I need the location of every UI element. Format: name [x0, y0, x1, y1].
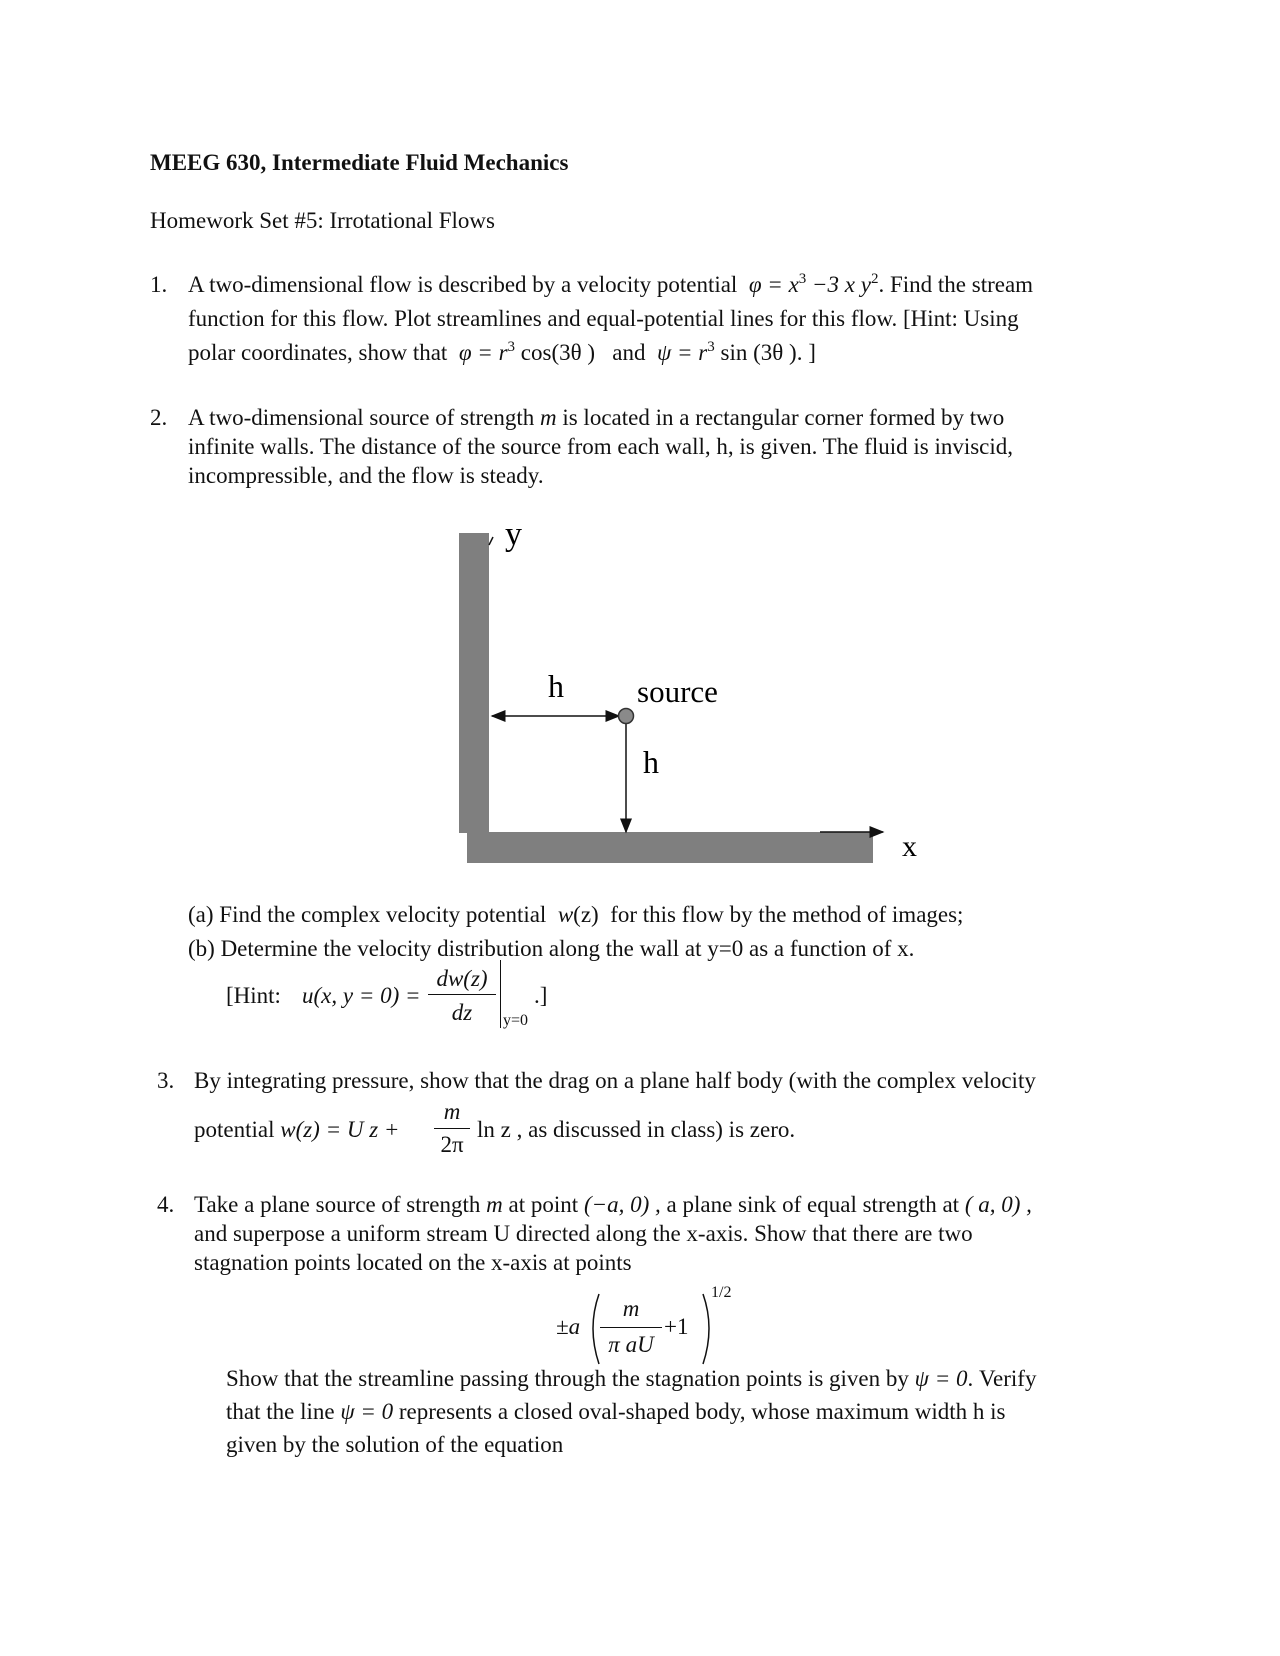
exp-3: 3: [798, 271, 807, 287]
p3-frac-bar: [434, 1128, 470, 1129]
problem-4-conclusion: [226, 1362, 1036, 1461]
eq-numerator: m: [622, 1296, 640, 1321]
exp-2: 2: [870, 271, 879, 287]
eq-fraction-bar: [600, 1327, 662, 1328]
hint-open: [Hint:: [226, 983, 281, 1008]
part-a-text1: (a) Find the complex velocity potential: [188, 902, 547, 927]
problem-3-line2: [194, 1115, 399, 1145]
course-title: MEEG 630, Intermediate Fluid Mechanics: [150, 150, 569, 175]
strength-m: m: [539, 405, 557, 430]
phi-equation-rhs: −3 x y: [806, 272, 871, 297]
problem-1-line3a: polar coordinates, show that: [188, 340, 448, 365]
eq-plus-one: +1: [664, 1314, 689, 1339]
problem-1-line2: function for this flow. Plot streamlines and equal-potential lines for this flow. [Hint: Using: [188, 306, 1019, 331]
problem-1-number: 1.: [150, 272, 168, 297]
problem-4-line4a: Show that the streamline passing through the stagnation points is given by: [226, 1366, 909, 1391]
eq-denominator: π aU: [608, 1332, 654, 1357]
horizontal-wall: [467, 832, 873, 863]
problem-2-parts: [188, 900, 963, 968]
p3-frac-num: m: [443, 1099, 461, 1124]
exp-3c: 3: [707, 339, 715, 355]
problem-4-line2: and superpose a uniform stream U directed along the x-axis. Show that there are two: [194, 1221, 973, 1246]
problem-2-line3: incompressible, and the flow is steady.: [188, 463, 544, 488]
problem-4-line6: given by the solution of the equation: [226, 1432, 564, 1457]
sin-term: sin (3θ ). ]: [714, 340, 816, 365]
y-axis-arrow: [489, 537, 493, 545]
h-vertical-label: h: [643, 744, 659, 780]
hint-denominator: dz: [451, 1000, 473, 1025]
potential-word: potential: [194, 1117, 275, 1142]
w-equals: w(z) = U z +: [280, 1117, 400, 1142]
problem-4-line1a: Take a plane source of strength: [194, 1192, 481, 1217]
hint-fraction-bar: [428, 994, 496, 995]
problem-4-line4b: . Verify: [967, 1366, 1037, 1391]
problem-3-tail: [477, 1115, 795, 1145]
problem-3-number: 3.: [157, 1068, 175, 1093]
point-neg-a: (−a, 0) ,: [583, 1192, 661, 1217]
psi-zero-2: ψ = 0: [340, 1399, 394, 1424]
y-axis-label: y: [505, 516, 522, 553]
problem-1-line1b: . Find the stream: [878, 272, 1034, 297]
problem-4-number: 4.: [157, 1192, 175, 1217]
problem-2-line1b: is located in a rectangular corner formed by two: [562, 405, 1005, 430]
problem-3-line1: By integrating pressure, show that the drag on a plane half body (with the complex velocity: [194, 1068, 1036, 1093]
cos-term: cos(3θ ): [515, 340, 596, 365]
part-a-text2: for this flow by the method of images;: [610, 902, 964, 927]
phi-polar: φ = r: [458, 340, 508, 365]
problem-4-line5a: that the line: [226, 1399, 335, 1424]
source-label: source: [637, 674, 718, 709]
eq-plus-minus-a: ±a: [556, 1314, 581, 1339]
source-point: [619, 709, 634, 724]
hint-subscript: y=0: [503, 1012, 529, 1029]
p3-frac-den: 2π: [440, 1132, 464, 1157]
eq-exponent: 1/2: [711, 1284, 732, 1301]
p4-strength-m: m: [486, 1192, 503, 1217]
psi-polar: ψ = r: [657, 340, 708, 365]
ln-z: ln z ,: [477, 1117, 523, 1142]
part-a-z: (z): [573, 902, 599, 927]
problem-4-line3: stagnation points located on the x-axis at points: [194, 1250, 632, 1275]
hint-numerator: dw(z): [436, 966, 488, 991]
problem-2-line1a: A two-dimensional source of strength: [188, 405, 535, 430]
phi-equation-lhs: φ = x: [748, 272, 799, 297]
and-word: and: [612, 340, 646, 365]
part-a-w: w: [557, 902, 574, 927]
problem-4-text: [194, 1190, 1032, 1277]
hint-lhs: u(x, y = 0) =: [302, 983, 421, 1008]
h-horizontal-label: h: [548, 668, 564, 704]
homework-title: Homework Set #5: Irrotational Flows: [150, 208, 495, 233]
point-pos-a: ( a, 0) ,: [964, 1192, 1032, 1217]
psi-zero-1: ψ = 0: [914, 1366, 968, 1391]
part-b-text: (b) Determine the velocity distribution along the wall at y=0 as a function of x.: [188, 936, 915, 961]
problem-4-line1b: at point: [508, 1192, 579, 1217]
problem-2-number: 2.: [150, 405, 168, 430]
problem-3-line2b: as discussed in class) is zero.: [528, 1117, 796, 1142]
hint-evaluation-bar: [500, 960, 501, 1028]
problem-1-line1a: A two-dimensional flow is described by a velocity potential: [188, 272, 738, 297]
problem-4-line5b: represents a closed oval-shaped body, whose maximum width h is: [398, 1399, 1006, 1424]
vertical-wall: [459, 533, 489, 833]
problem-4-line1c: a plane sink of equal strength at: [666, 1192, 960, 1217]
x-axis-label: x: [902, 830, 917, 863]
hint-close: .]: [534, 983, 548, 1008]
problem-2-line2: infinite walls. The distance of the source from each wall, h, is given. The fluid is inviscid,: [188, 434, 1014, 459]
exp-3b: 3: [507, 339, 516, 355]
